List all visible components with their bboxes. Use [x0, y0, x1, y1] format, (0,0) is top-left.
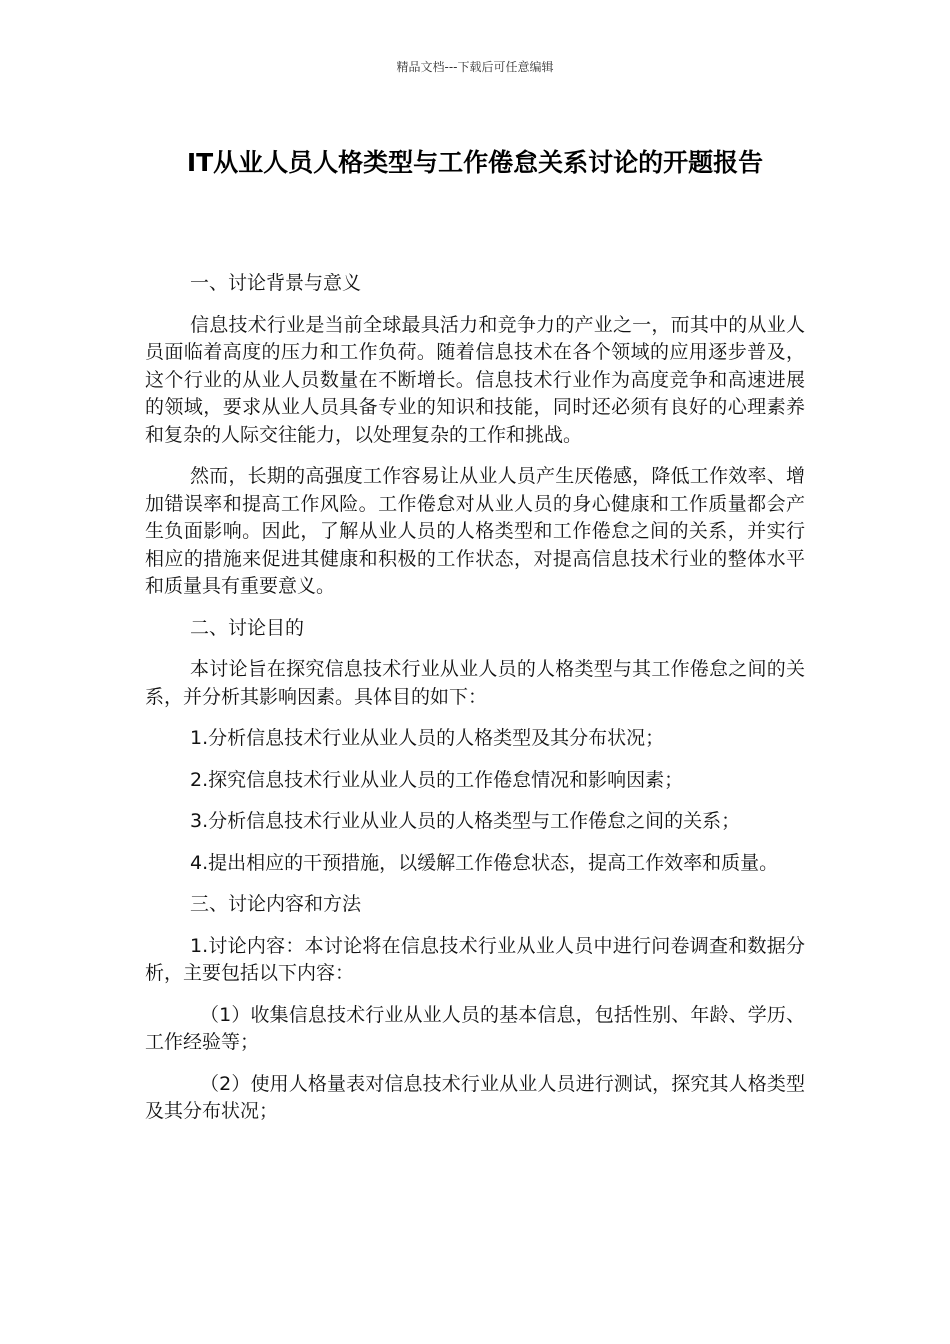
document-body	[145, 270, 805, 1140]
section-heading-purpose: 二、讨论目的	[190, 616, 305, 639]
paragraph: 然而，长期的高强度工作容易让从业人员产生厌倦感，降低工作效率、增加错误率和提高工作风险。工作倦怠对从业人员的身心健康和工作质量都会产生负面影响。因此，了解从业人员的人格类型和工作倦怠之间的关系，并实行相应的措施来促进其健康和积极的工作状态，对提高信息技术行业的整体水平和质量具有重要意义。	[145, 465, 805, 597]
paragraph: 信息技术行业是当前全球最具活力和竞争力的产业之一，而其中的从业人员面临着高度的压力和工作负荷。随着信息技术在各个领域的应用逐步普及，这个行业的从业人员数量在不断增长。信息技术行业作为高度竞争和高速进展的领域，要求从业人员具备专业的知识和技能，同时还必须有良好的心理素养和复杂的人际交往能力，以处理复杂的工作和挑战。	[145, 313, 805, 446]
sub-list-item: （1）收集信息技术行业从业人员的基本信息，包括性别、年龄、学历、工作经验等；	[145, 1003, 805, 1053]
section-heading-content-method: 三、讨论内容和方法	[190, 893, 362, 915]
list-item: 3.分析信息技术行业从业人员的人格类型与工作倦怠之间的关系；	[190, 810, 741, 832]
list-item: 4.提出相应的干预措施，以缓解工作倦怠状态，提高工作效率和质量。	[190, 851, 779, 874]
paragraph: 本讨论旨在探究信息技术行业从业人员的人格类型与其工作倦怠之间的关系，并分析其影响因素。具体目的如下：	[145, 658, 805, 708]
page-header-note: 精品文档---下载后可任意编辑	[396, 60, 554, 74]
paragraph: 1.讨论内容：本讨论将在信息技术行业从业人员中进行问卷调查和数据分析，主要包括以下内容：	[145, 934, 805, 984]
list-item: 2.探究信息技术行业从业人员的工作倦怠情况和影响因素；	[190, 768, 684, 791]
sub-list-item: （2）使用人格量表对信息技术行业从业人员进行测试，探究其人格类型及其分布状况；	[145, 1072, 805, 1122]
section-heading-background: 一、讨论背景与意义	[190, 272, 362, 294]
list-item: 1.分析信息技术行业从业人员的人格类型及其分布状况；	[190, 727, 665, 749]
document-title: IT从业人员人格类型与工作倦怠关系讨论的开题报告	[186, 148, 764, 177]
